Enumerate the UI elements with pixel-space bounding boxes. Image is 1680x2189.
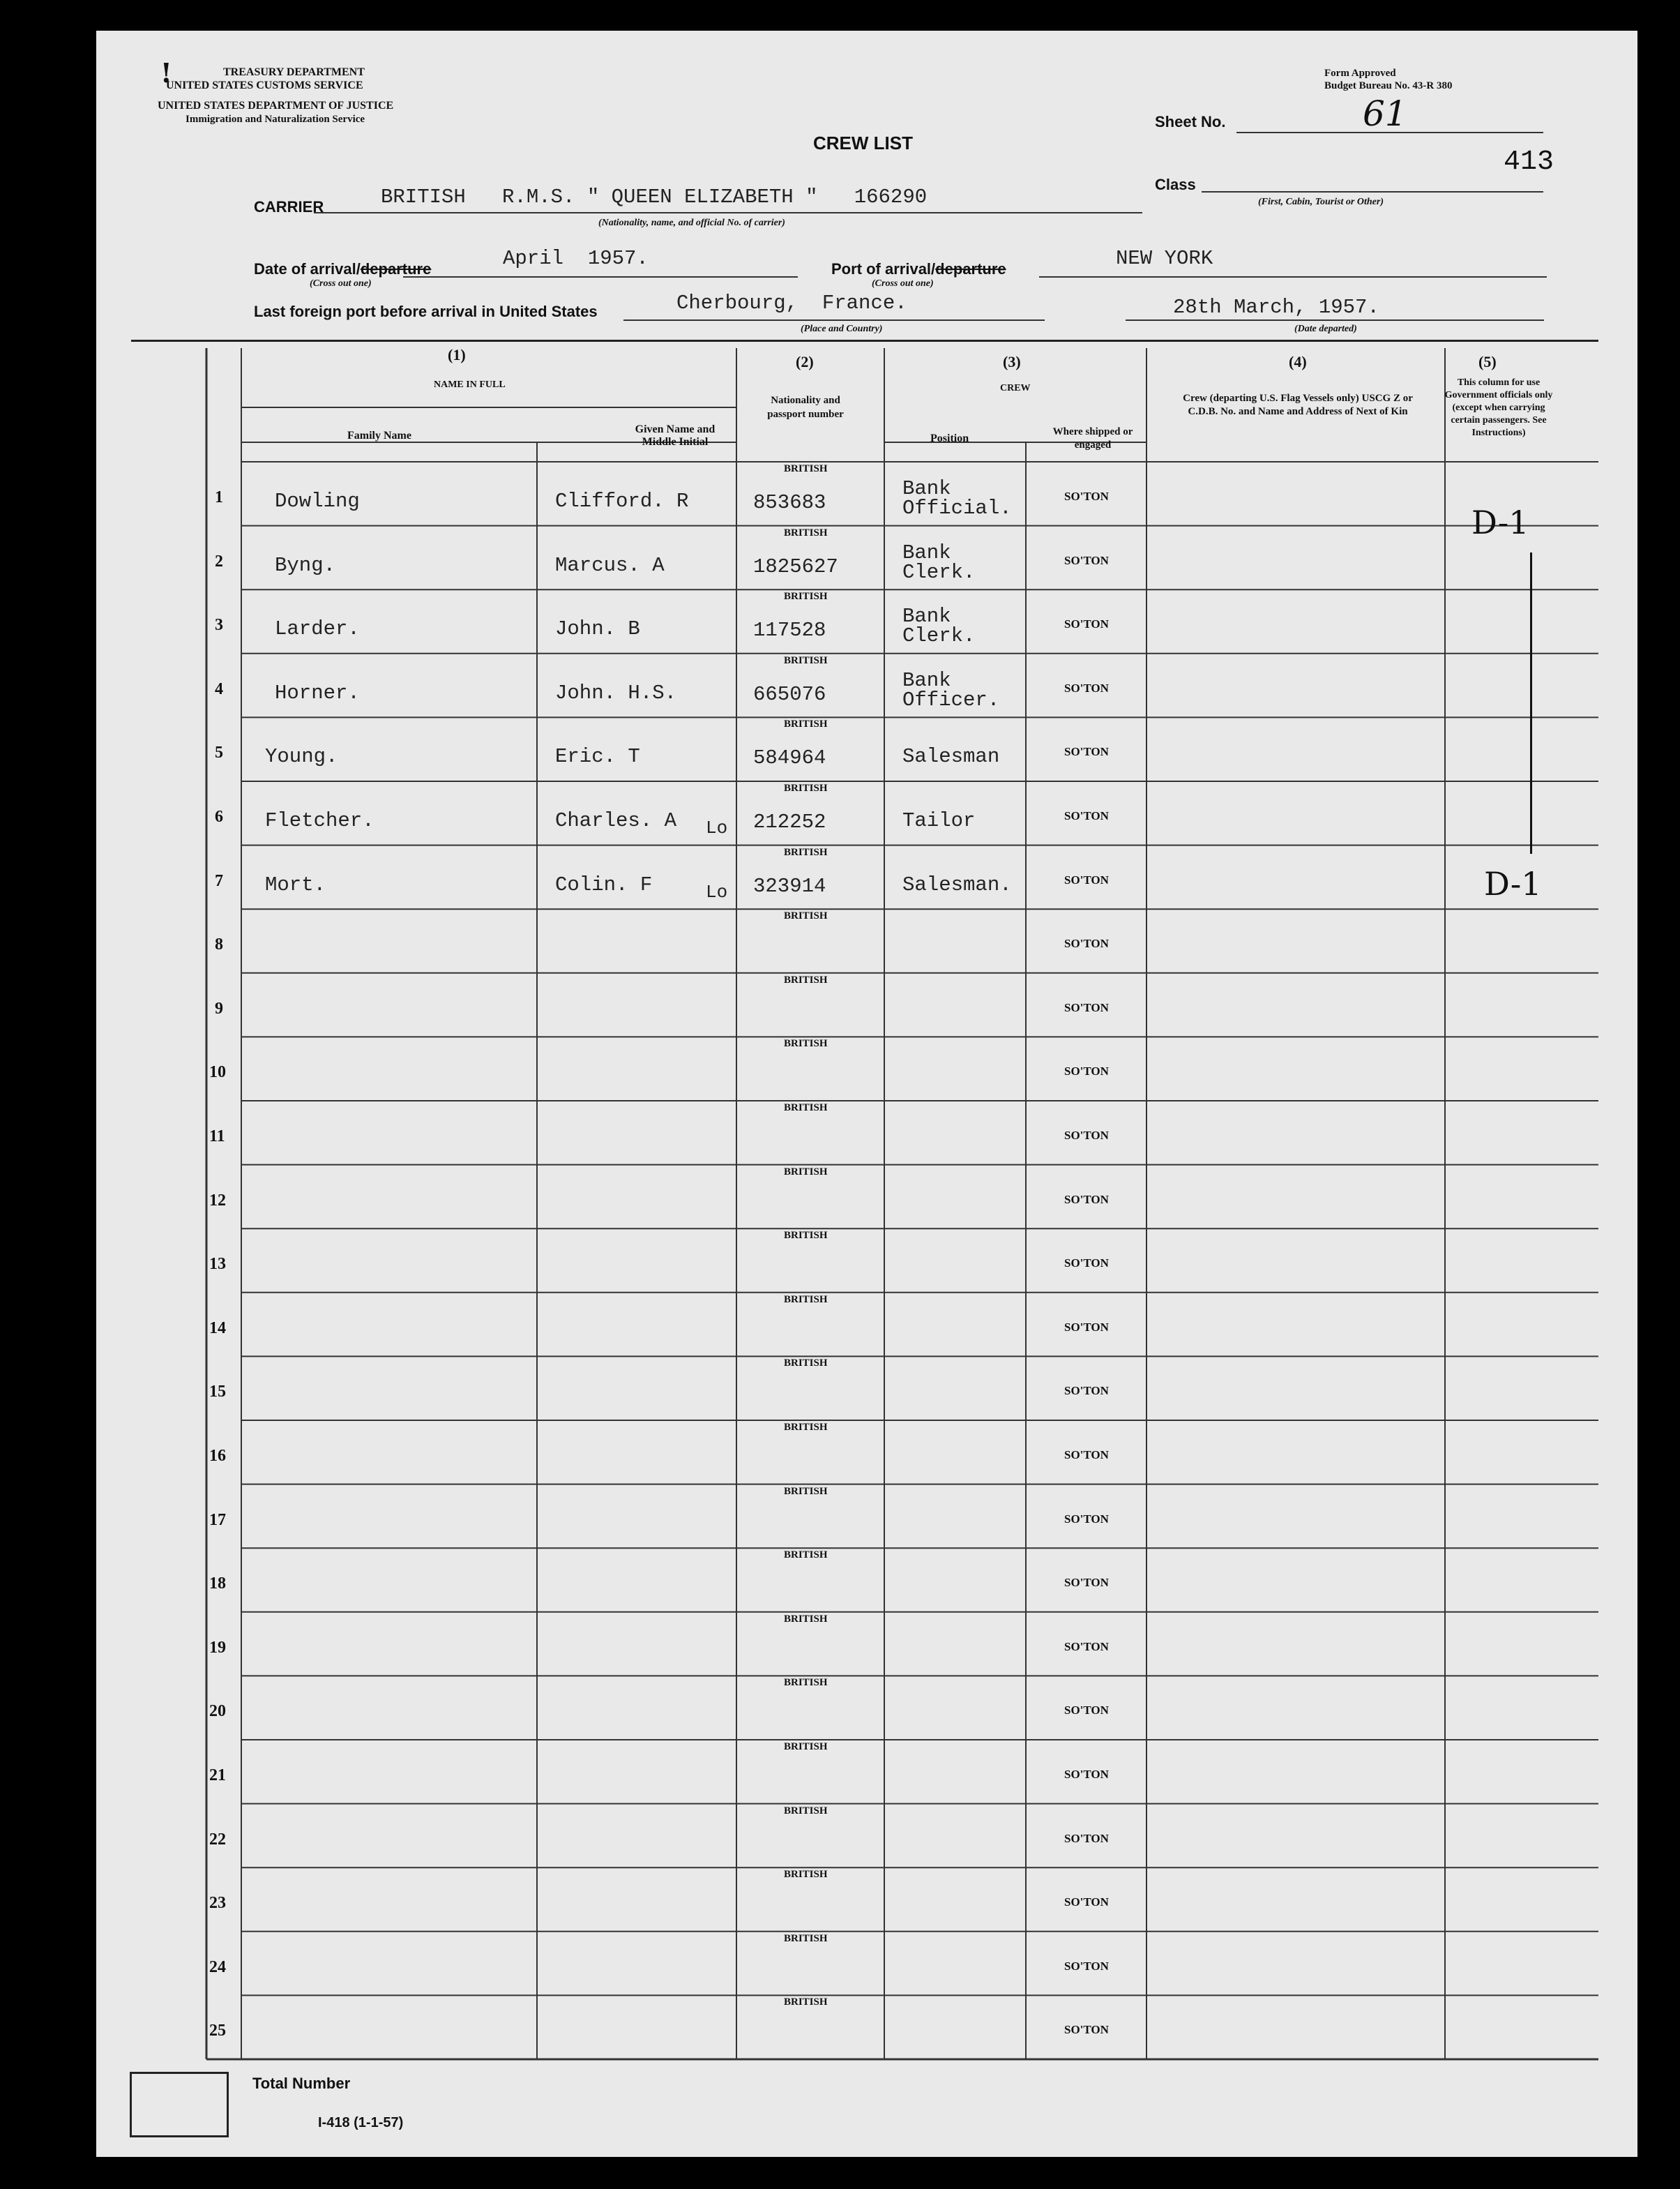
agency-line-1: TREASURY DEPARTMENT <box>223 66 365 78</box>
sheet-label: Sheet No. <box>1155 113 1226 130</box>
col2-num: (2) <box>796 353 814 370</box>
col5-num: (5) <box>1478 353 1497 370</box>
page-number: 413 <box>1504 146 1554 178</box>
budget-bureau: Budget Bureau No. 43-R 380 <box>1324 80 1453 91</box>
nationality-print: BRITISH <box>784 1741 828 1752</box>
row-number: 23 <box>209 1894 226 1913</box>
col1-title: NAME IN FULL <box>434 379 506 390</box>
given-name-cell: Marcus. A <box>555 553 665 577</box>
sheet-value: 61 <box>1363 93 1407 134</box>
where-shipped-print: SO'TON <box>1064 873 1109 887</box>
where-shipped-print: SO'TON <box>1064 1384 1109 1398</box>
nationality-print: BRITISH <box>784 591 828 603</box>
last-port-label: Last foreign port before arrival in United States <box>254 303 598 320</box>
nationality-print: BRITISH <box>784 1996 828 2008</box>
row-number: 24 <box>209 1957 226 1976</box>
total-number-box <box>130 2072 229 2137</box>
family-name-cell: Mort. <box>265 873 326 896</box>
row-number: 9 <box>215 999 223 1018</box>
given-name-cell: Clifford. R <box>555 490 689 513</box>
row-number: 13 <box>209 1255 226 1274</box>
d1-annotation-bottom: D-1 <box>1484 865 1542 903</box>
nationality-print: BRITISH <box>784 1038 828 1050</box>
row-number: 1 <box>215 488 223 506</box>
row-number: 6 <box>215 808 223 826</box>
passport-number-cell: 665076 <box>753 682 826 706</box>
family-name-heading: Family Name <box>347 430 411 442</box>
row-number: 21 <box>209 1766 226 1784</box>
position-heading: Position <box>930 432 969 444</box>
where-shipped-print: SO'TON <box>1064 1703 1109 1717</box>
row-number: 4 <box>215 679 223 698</box>
nationality-print: BRITISH <box>784 527 828 539</box>
where-shipped-print: SO'TON <box>1064 1831 1109 1845</box>
nationality-print: BRITISH <box>784 719 828 730</box>
where-shipped-print: SO'TON <box>1064 2023 1109 2037</box>
nationality-print: BRITISH <box>784 1422 828 1433</box>
where-shipped-print: SO'TON <box>1064 681 1109 695</box>
position-line-2: Official. <box>902 497 1012 520</box>
passport-number-cell: 212252 <box>753 811 826 834</box>
given-name-heading: Given Name and Middle Initial <box>635 423 716 448</box>
row-number: 8 <box>215 935 223 954</box>
row-number: 7 <box>215 871 223 890</box>
passport-number-cell: 853683 <box>753 491 826 514</box>
family-name-cell: Larder. <box>275 617 360 641</box>
given-name-cell: Charles. A <box>555 809 677 832</box>
nationality-print: BRITISH <box>784 1805 828 1816</box>
where-shipped-print: SO'TON <box>1064 490 1109 503</box>
row-number: 18 <box>209 1574 226 1593</box>
position-line-1: Bank <box>902 541 951 564</box>
nationality-print: BRITISH <box>784 463 828 474</box>
where-shipped-print: SO'TON <box>1064 1256 1109 1270</box>
position-line-2: Clerk. <box>902 624 976 648</box>
nationality-print: BRITISH <box>784 1485 828 1497</box>
position-line-2: Clerk. <box>902 560 976 584</box>
position-line-2: Salesman. <box>902 873 1012 896</box>
port-label: Port of arrival/departure <box>831 260 1006 278</box>
given-name-cell: John. B <box>555 617 640 641</box>
family-name-cell: Horner. <box>275 681 360 705</box>
agency-line-2: UNITED STATES CUSTOMS SERVICE <box>166 80 363 91</box>
family-name-cell: Dowling <box>275 490 360 513</box>
where-shipped-print: SO'TON <box>1064 1576 1109 1590</box>
where-shipped-print: SO'TON <box>1064 1065 1109 1078</box>
where-shipped-print: SO'TON <box>1064 1895 1109 1909</box>
nationality-print: BRITISH <box>784 1357 828 1369</box>
where-shipped-print: SO'TON <box>1064 1129 1109 1142</box>
row-number: 19 <box>209 1638 226 1657</box>
position-line-1: Bank <box>902 668 951 692</box>
where-shipped-heading: Where shipped or engaged <box>1052 426 1133 451</box>
nationality-print: BRITISH <box>784 1677 828 1689</box>
row-number: 25 <box>209 2022 226 2040</box>
bracket-line <box>1530 552 1532 854</box>
where-shipped-print: SO'TON <box>1064 1320 1109 1334</box>
where-shipped-print: SO'TON <box>1064 1959 1109 1973</box>
agency-line-3: UNITED STATES DEPARTMENT OF JUSTICE <box>158 100 394 112</box>
col1-num: (1) <box>448 346 466 363</box>
where-shipped-print: SO'TON <box>1064 1639 1109 1653</box>
carrier-label: CARRIER <box>254 198 324 216</box>
port-note: (Cross out one) <box>872 278 934 289</box>
row-number: 22 <box>209 1830 226 1849</box>
nationality-print: BRITISH <box>784 846 828 858</box>
date-departed-note: (Date departed) <box>1294 324 1357 334</box>
nationality-print: BRITISH <box>784 1102 828 1113</box>
nationality-print: BRITISH <box>784 654 828 666</box>
nationality-print: BRITISH <box>784 783 828 794</box>
class-label: Class <box>1155 176 1196 193</box>
where-shipped-print: SO'TON <box>1064 1768 1109 1781</box>
family-name-cell: Byng. <box>275 553 336 577</box>
given-name-cell: Colin. F <box>555 873 653 896</box>
row-number: 11 <box>209 1127 225 1145</box>
col4-num: (4) <box>1289 353 1307 370</box>
nationality-print: BRITISH <box>784 910 828 922</box>
corner-mark: ! <box>160 57 172 89</box>
date-note: (Cross out one) <box>310 278 372 289</box>
row-number: 17 <box>209 1510 226 1529</box>
passport-number-cell: 584964 <box>753 746 826 770</box>
nationality-print: BRITISH <box>784 1549 828 1561</box>
family-name-cell: Young. <box>265 745 338 769</box>
passport-prefix: Lo <box>706 818 728 838</box>
position-line-2: Salesman <box>902 745 1000 769</box>
crew-list-document <box>96 31 1637 2157</box>
col2-title: Nationality and passport number <box>767 395 844 420</box>
where-shipped-print: SO'TON <box>1064 1000 1109 1014</box>
col4-title: Crew (departing U.S. Flag Vessels only) USCG Z or C.D.B. No. and Name and Address of Next of Kin <box>1183 393 1413 417</box>
page-title: CREW LIST <box>813 133 913 153</box>
where-shipped-print: SO'TON <box>1064 553 1109 567</box>
nationality-print: BRITISH <box>784 974 828 986</box>
where-shipped-print: SO'TON <box>1064 1512 1109 1526</box>
crew-table-grid <box>96 31 1637 2157</box>
where-shipped-print: SO'TON <box>1064 937 1109 951</box>
form-approved: Form Approved <box>1324 68 1396 79</box>
carrier-value: BRITISH R.M.S. " QUEEN ELIZABETH " 166290 <box>381 186 928 209</box>
row-number: 15 <box>209 1383 226 1401</box>
row-number: 2 <box>215 552 223 571</box>
given-name-cell: John. H.S. <box>555 681 677 705</box>
row-number: 14 <box>209 1318 226 1337</box>
row-number: 12 <box>209 1191 226 1210</box>
where-shipped-print: SO'TON <box>1064 745 1109 759</box>
nationality-print: BRITISH <box>784 1166 828 1178</box>
passport-number-cell: 323914 <box>753 874 826 898</box>
nationality-print: BRITISH <box>784 1869 828 1881</box>
row-number: 5 <box>215 744 223 762</box>
date-departed-value: 28th March, 1957. <box>1173 296 1379 319</box>
d1-annotation-top: D-1 <box>1471 504 1529 541</box>
nationality-print: BRITISH <box>784 1613 828 1625</box>
position-line-1: Bank <box>902 605 951 629</box>
col3-title: CREW <box>1000 383 1031 393</box>
given-name-cell: Eric. T <box>555 745 640 769</box>
position-line-2: Tailor <box>902 809 976 832</box>
passport-prefix: Lo <box>706 881 728 903</box>
class-note: (First, Cabin, Tourist or Other) <box>1258 197 1384 207</box>
carrier-note: (Nationality, name, and official No. of carrier) <box>598 218 785 228</box>
last-port-value: Cherbourg, France. <box>676 292 907 315</box>
row-number: 16 <box>209 1447 226 1465</box>
nationality-print: BRITISH <box>784 1932 828 1944</box>
position-line-2: Officer. <box>902 688 1000 712</box>
position-line-1: Bank <box>902 477 951 500</box>
where-shipped-print: SO'TON <box>1064 1192 1109 1206</box>
row-number: 3 <box>215 616 223 635</box>
nationality-print: BRITISH <box>784 1293 828 1305</box>
where-shipped-print: SO'TON <box>1064 617 1109 631</box>
where-shipped-print: SO'TON <box>1064 809 1109 822</box>
last-port-note: (Place and Country) <box>801 324 883 334</box>
row-number: 20 <box>209 1702 226 1721</box>
col5-title: This column for use Government officials only (except when carrying certain passengers. See Instructions) <box>1444 377 1553 438</box>
agency-line-4: Immigration and Naturalization Service <box>186 114 365 125</box>
total-number-label: Total Number <box>252 2075 351 2092</box>
row-number: 10 <box>209 1063 226 1082</box>
where-shipped-print: SO'TON <box>1064 1448 1109 1461</box>
date-label: Date of arrival/departure <box>254 260 432 278</box>
form-number: I-418 (1-1-57) <box>318 2115 404 2130</box>
nationality-print: BRITISH <box>784 1230 828 1242</box>
col3-num: (3) <box>1003 353 1021 370</box>
passport-number-cell: 117528 <box>753 619 826 642</box>
passport-number-cell: 1825627 <box>753 555 838 578</box>
port-value: NEW YORK <box>1116 247 1213 270</box>
family-name-cell: Fletcher. <box>265 809 374 832</box>
date-value: April 1957. <box>503 247 649 270</box>
